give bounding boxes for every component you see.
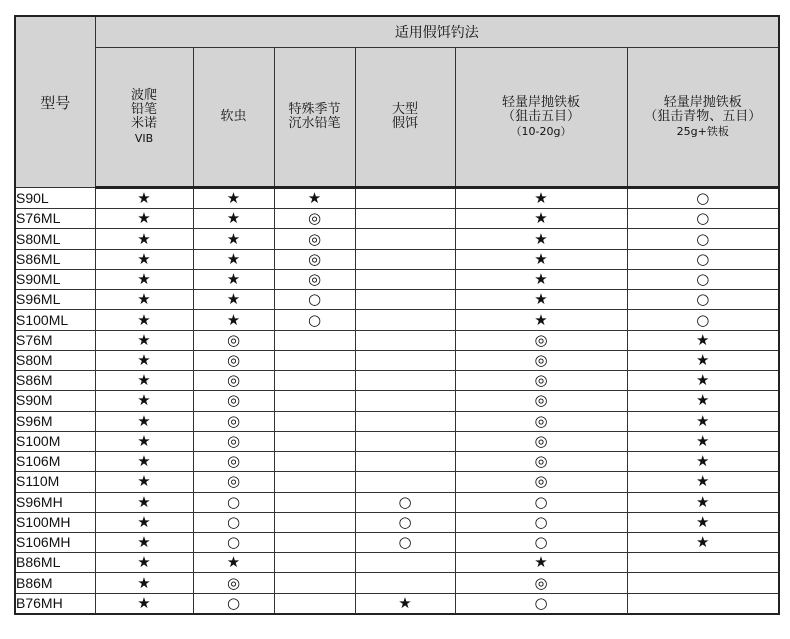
rating-cell [274, 391, 355, 411]
column-header-line: 大型 [391, 102, 418, 117]
rating-cell [274, 431, 355, 451]
table-row [15, 310, 779, 330]
rating-cell [355, 269, 455, 289]
model-cell: B86M [15, 573, 95, 593]
rating-cell: ★ [95, 391, 193, 411]
rating-cell: ◎ [193, 573, 274, 593]
model-cell: S96ML [15, 290, 95, 310]
rating-cell: ○ [355, 512, 455, 532]
model-cell: S106M [15, 452, 95, 472]
table-row [15, 209, 779, 229]
rating-cell: ★ [455, 269, 627, 289]
rating-cell: ★ [455, 209, 627, 229]
rating-cell: ○ [627, 269, 779, 289]
rating-cell: ★ [193, 553, 274, 573]
rating-cell: ★ [95, 472, 193, 492]
rating-cell: ◎ [455, 431, 627, 451]
rating-cell: ★ [95, 593, 193, 614]
column-header-line: 轻量岸抛铁板 [663, 95, 742, 110]
rating-cell: ◎ [455, 391, 627, 411]
table-row [15, 290, 779, 310]
rating-cell: ★ [455, 249, 627, 269]
table-row [15, 391, 779, 411]
model-cell: S110M [15, 472, 95, 492]
column-header-line: 铅笔 [130, 102, 157, 117]
rating-cell: ○ [193, 512, 274, 532]
rating-cell [627, 573, 779, 593]
rating-cell: ★ [95, 492, 193, 512]
column-header [274, 48, 355, 188]
rating-cell: ★ [193, 188, 274, 209]
column-header-line: 特殊季节 [288, 102, 341, 117]
rating-cell: ★ [95, 269, 193, 289]
rating-cell [355, 330, 455, 350]
rating-cell [627, 593, 779, 614]
rating-cell: ★ [95, 431, 193, 451]
model-cell: S96MH [15, 492, 95, 512]
rating-cell [355, 411, 455, 431]
rating-cell [274, 593, 355, 614]
rating-cell: ◎ [455, 330, 627, 350]
rating-cell: ★ [193, 249, 274, 269]
model-cell: S106MH [15, 532, 95, 552]
rating-cell: ★ [193, 269, 274, 289]
rating-cell [274, 411, 355, 431]
table-row [15, 411, 779, 431]
rating-cell: ★ [627, 492, 779, 512]
column-header-line: 米诺 [130, 116, 157, 131]
rating-cell [274, 492, 355, 512]
rating-cell [627, 553, 779, 573]
rating-cell: ◎ [455, 573, 627, 593]
rating-cell [355, 249, 455, 269]
rating-cell: ★ [95, 229, 193, 249]
rating-cell: ◎ [193, 472, 274, 492]
rating-cell [355, 452, 455, 472]
column-header [627, 48, 779, 188]
rating-cell: ◎ [193, 452, 274, 472]
rating-cell: ○ [274, 310, 355, 330]
column-header-line: 软虫 [220, 109, 247, 124]
rating-cell [355, 472, 455, 492]
rating-cell: ◎ [193, 431, 274, 451]
rating-cell [355, 371, 455, 391]
rating-cell: ○ [274, 290, 355, 310]
table-row [15, 492, 779, 512]
rating-cell [274, 573, 355, 593]
model-cell: S100MH [15, 512, 95, 532]
rating-cell: ○ [627, 209, 779, 229]
rating-cell: ○ [627, 290, 779, 310]
rating-cell [355, 431, 455, 451]
rating-cell: ★ [627, 512, 779, 532]
rating-cell: ★ [455, 229, 627, 249]
rating-cell [355, 350, 455, 370]
model-cell: S96M [15, 411, 95, 431]
table-row [15, 330, 779, 350]
rating-cell: ★ [95, 249, 193, 269]
rating-cell: ○ [455, 532, 627, 552]
rating-cell: ★ [193, 290, 274, 310]
rating-cell: ★ [627, 431, 779, 451]
column-header-sub: （10-20g） [510, 125, 572, 138]
rating-cell: ◎ [274, 269, 355, 289]
model-header: 型号 [15, 16, 95, 188]
rating-cell: ○ [455, 512, 627, 532]
column-header [455, 48, 627, 188]
table-row [15, 431, 779, 451]
table-row [15, 188, 779, 209]
rating-cell [355, 209, 455, 229]
table-row [15, 229, 779, 249]
column-header-sub: VIB [134, 132, 154, 145]
table-row [15, 553, 779, 573]
rating-cell: ○ [193, 532, 274, 552]
rating-cell [274, 371, 355, 391]
rating-cell: ★ [95, 411, 193, 431]
rating-cell: ★ [627, 371, 779, 391]
rating-cell: ★ [627, 411, 779, 431]
rating-cell: ◎ [193, 350, 274, 370]
rating-cell: ★ [95, 290, 193, 310]
rating-cell: ○ [455, 593, 627, 614]
model-cell: S76ML [15, 209, 95, 229]
rating-cell: ★ [355, 593, 455, 614]
table-row [15, 573, 779, 593]
rating-cell [274, 330, 355, 350]
rating-cell [274, 553, 355, 573]
rating-cell: ◎ [455, 472, 627, 492]
rating-cell: ○ [455, 492, 627, 512]
rating-cell: ★ [95, 350, 193, 370]
rating-cell: ◎ [274, 229, 355, 249]
rating-cell: ○ [355, 492, 455, 512]
rating-cell [274, 512, 355, 532]
column-header [355, 48, 455, 188]
column-header-line: （狙击青物、五目） [644, 109, 762, 124]
rating-cell [274, 350, 355, 370]
model-cell: S86ML [15, 249, 95, 269]
rating-cell [355, 573, 455, 593]
rating-cell: ◎ [193, 411, 274, 431]
rating-cell [274, 452, 355, 472]
column-header-line: 轻量岸抛铁板 [501, 95, 580, 110]
model-cell: S80ML [15, 229, 95, 249]
rating-cell [355, 391, 455, 411]
table-row [15, 593, 779, 614]
model-cell: B86ML [15, 553, 95, 573]
rating-cell: ★ [627, 330, 779, 350]
rating-cell [274, 532, 355, 552]
table-row [15, 532, 779, 552]
rating-cell: ◎ [193, 330, 274, 350]
column-header-line: 波爬 [130, 88, 157, 103]
rating-cell: ◎ [193, 371, 274, 391]
table-row [15, 249, 779, 269]
rating-cell: ◎ [274, 209, 355, 229]
rating-cell: ◎ [274, 249, 355, 269]
rating-cell: ★ [95, 188, 193, 209]
rating-cell: ★ [627, 391, 779, 411]
model-cell: S80M [15, 350, 95, 370]
rating-cell: ★ [274, 188, 355, 209]
table-row [15, 371, 779, 391]
rating-cell [355, 229, 455, 249]
lure-usage-table [14, 15, 780, 615]
table-row [15, 269, 779, 289]
rating-cell: ★ [95, 553, 193, 573]
table-row [15, 512, 779, 532]
rating-cell: ★ [95, 371, 193, 391]
rating-cell: ★ [95, 330, 193, 350]
column-header-line: 假饵 [391, 116, 418, 131]
table-row [15, 350, 779, 370]
rating-cell: ★ [95, 452, 193, 472]
usage-header: 适用假饵钓法 [95, 16, 779, 48]
rating-cell: ◎ [193, 391, 274, 411]
rating-cell: ★ [627, 452, 779, 472]
rating-cell: ★ [95, 209, 193, 229]
model-cell: S90M [15, 391, 95, 411]
table-row [15, 472, 779, 492]
rating-cell: ○ [193, 492, 274, 512]
rating-cell: ★ [95, 532, 193, 552]
model-cell: B76MH [15, 593, 95, 614]
rating-cell: ◎ [455, 371, 627, 391]
rating-cell [274, 472, 355, 492]
rating-cell: ★ [455, 290, 627, 310]
model-cell: S100M [15, 431, 95, 451]
rating-cell: ★ [95, 573, 193, 593]
rating-cell [355, 290, 455, 310]
rating-cell: ★ [627, 472, 779, 492]
rating-cell: ◎ [455, 452, 627, 472]
rating-cell: ★ [455, 310, 627, 330]
model-cell: S86M [15, 371, 95, 391]
column-header-line: 沉水铅笔 [288, 116, 341, 131]
rating-cell: ◎ [455, 411, 627, 431]
rating-cell: ★ [455, 553, 627, 573]
rating-cell: ○ [627, 229, 779, 249]
rating-cell: ○ [355, 532, 455, 552]
rating-cell: ★ [193, 229, 274, 249]
rating-cell: ★ [193, 209, 274, 229]
column-header [95, 48, 193, 188]
rating-cell: ○ [627, 188, 779, 209]
rating-cell: ◎ [455, 350, 627, 370]
rating-cell [355, 310, 455, 330]
rating-cell [355, 553, 455, 573]
table-row [15, 452, 779, 472]
column-header [193, 48, 274, 188]
rating-cell: ○ [193, 593, 274, 614]
rating-cell: ★ [455, 188, 627, 209]
column-header-sub: 25g+铁板 [676, 125, 729, 138]
rating-cell: ○ [627, 310, 779, 330]
rating-cell: ★ [627, 350, 779, 370]
column-header-line: （狙击五目） [501, 109, 580, 124]
model-cell: S90ML [15, 269, 95, 289]
rating-cell: ○ [627, 249, 779, 269]
model-cell: S100ML [15, 310, 95, 330]
rating-cell [355, 188, 455, 209]
rating-cell: ★ [95, 512, 193, 532]
model-cell: S90L [15, 188, 95, 209]
rating-cell: ★ [627, 532, 779, 552]
rating-cell: ★ [95, 310, 193, 330]
model-cell: S76M [15, 330, 95, 350]
rating-cell: ★ [193, 310, 274, 330]
